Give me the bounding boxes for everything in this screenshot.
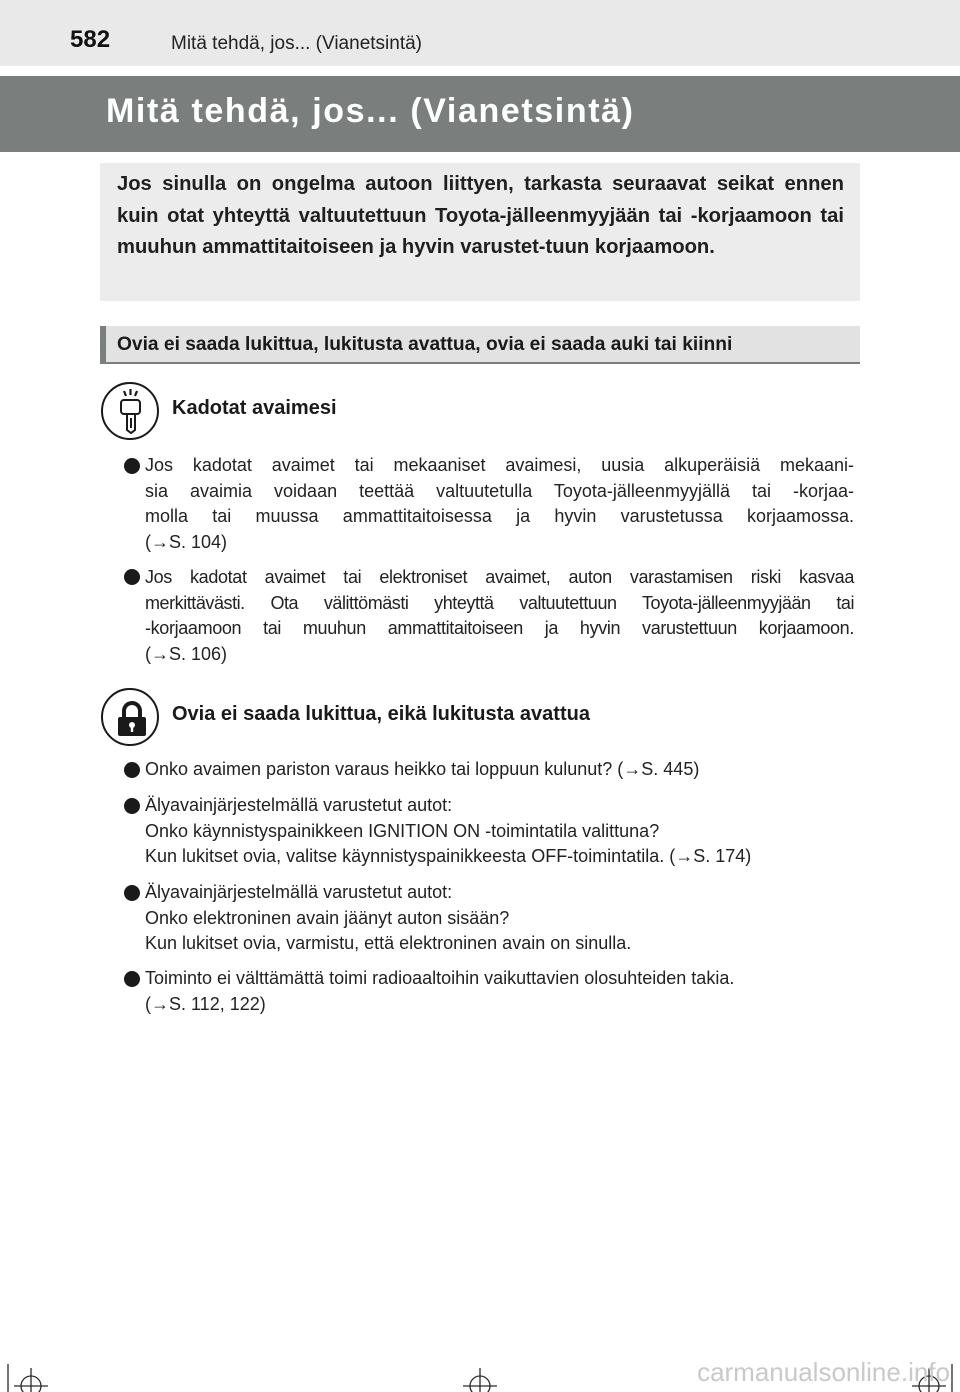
page-header [0, 0, 960, 66]
text-line: Jos kadotat avaimet tai mekaaniset avaimesi, uusia alkuperäisiä mekaani- [145, 455, 854, 475]
list-item [145, 880, 854, 957]
text-line: Onko käynnistyspainikkeen IGNITION ON -toimintatila valittuna? [145, 820, 660, 841]
text-line: (→S. 112, 122) [145, 993, 266, 1014]
list-item [145, 793, 854, 870]
section-heading: Ovia ei saada lukittua, lukitusta avattua, ovia ei saada auki tai kiinni [117, 334, 733, 355]
bullet [124, 971, 140, 987]
bullet [124, 798, 140, 814]
watermark: carmanualsonline.info [697, 1357, 950, 1387]
bullet [124, 458, 140, 474]
subsection-title-locking: Ovia ei saada lukittua, eikä lukitusta avattua [172, 703, 590, 725]
running-title: Mitä tehdä, jos... (Vianetsintä) [171, 33, 422, 54]
intro-text: Jos sinulla on ongelma autoon liittyen, tarkasta seuraavat seikat ennen kuin otat yhteyttä valtuutettuun Toyota-jälleenmyyjään tai -korjaamoon tai muuhun ammattitaitoiseen ja hyvin varustet-tuun korjaamoon. [117, 173, 844, 258]
text-line: Toiminto ei välttämättä toimi radioaaltoihin vaikuttavien olosuhteiden takia. [145, 968, 735, 988]
text-line: (→S. 104) [145, 531, 228, 552]
page-title: Mitä tehdä, jos... (Vianetsintä) [106, 92, 635, 130]
text-line: merkittävästi. Ota välittömästi yhteyttä valtuutettuun Toyota-jälleenmyyjään tai [145, 592, 854, 613]
list-item [145, 453, 854, 555]
text-line: (→S. 106) [145, 643, 228, 664]
text-line: molla tai muussa ammattitaitoisessa ja hyvin varustetussa korjaamossa. [145, 506, 854, 526]
text-line: Jos kadotat avaimet tai elektroniset avaimet, auton varastamisen riski kasvaa [145, 567, 854, 587]
text-line: Onko avaimen pariston varaus heikko tai loppuun kulunut? (→S. 445) [145, 759, 700, 779]
section-heading-bar [100, 326, 860, 364]
text-line: sia avaimia voidaan teettää valtuutetulla Toyota-jälleenmyyjällä tai -korjaa- [145, 480, 854, 501]
text-line: Älyavainjärjestelmällä varustetut autot: [145, 882, 453, 902]
text-line: -korjaamoon tai muuhun ammattitaitoiseen ja hyvin varustettuun korjaamoon. [145, 618, 854, 638]
intro-box [100, 163, 860, 301]
list-item [145, 757, 854, 783]
list-item [145, 966, 854, 1017]
subsection-title-lost-keys: Kadotat avaimesi [172, 397, 337, 419]
bullet [124, 885, 140, 901]
list-item [145, 565, 854, 667]
title-bar [0, 76, 960, 152]
text-line: Kun lukitset ovia, valitse käynnistyspainikkeesta OFF-toimintatila. (→S. 174) [145, 846, 752, 866]
lock-icon [101, 688, 159, 746]
text-line: Kun lukitset ovia, varmistu, että elektroninen avain on sinulla. [145, 933, 632, 953]
text-line: Älyavainjärjestelmällä varustetut autot: [145, 795, 453, 815]
text-line: Onko elektroninen avain jäänyt auton sisään? [145, 907, 510, 928]
page-number: 582 [70, 26, 111, 53]
bullet [124, 762, 140, 778]
bullet [124, 569, 140, 585]
key-icon [101, 382, 159, 440]
